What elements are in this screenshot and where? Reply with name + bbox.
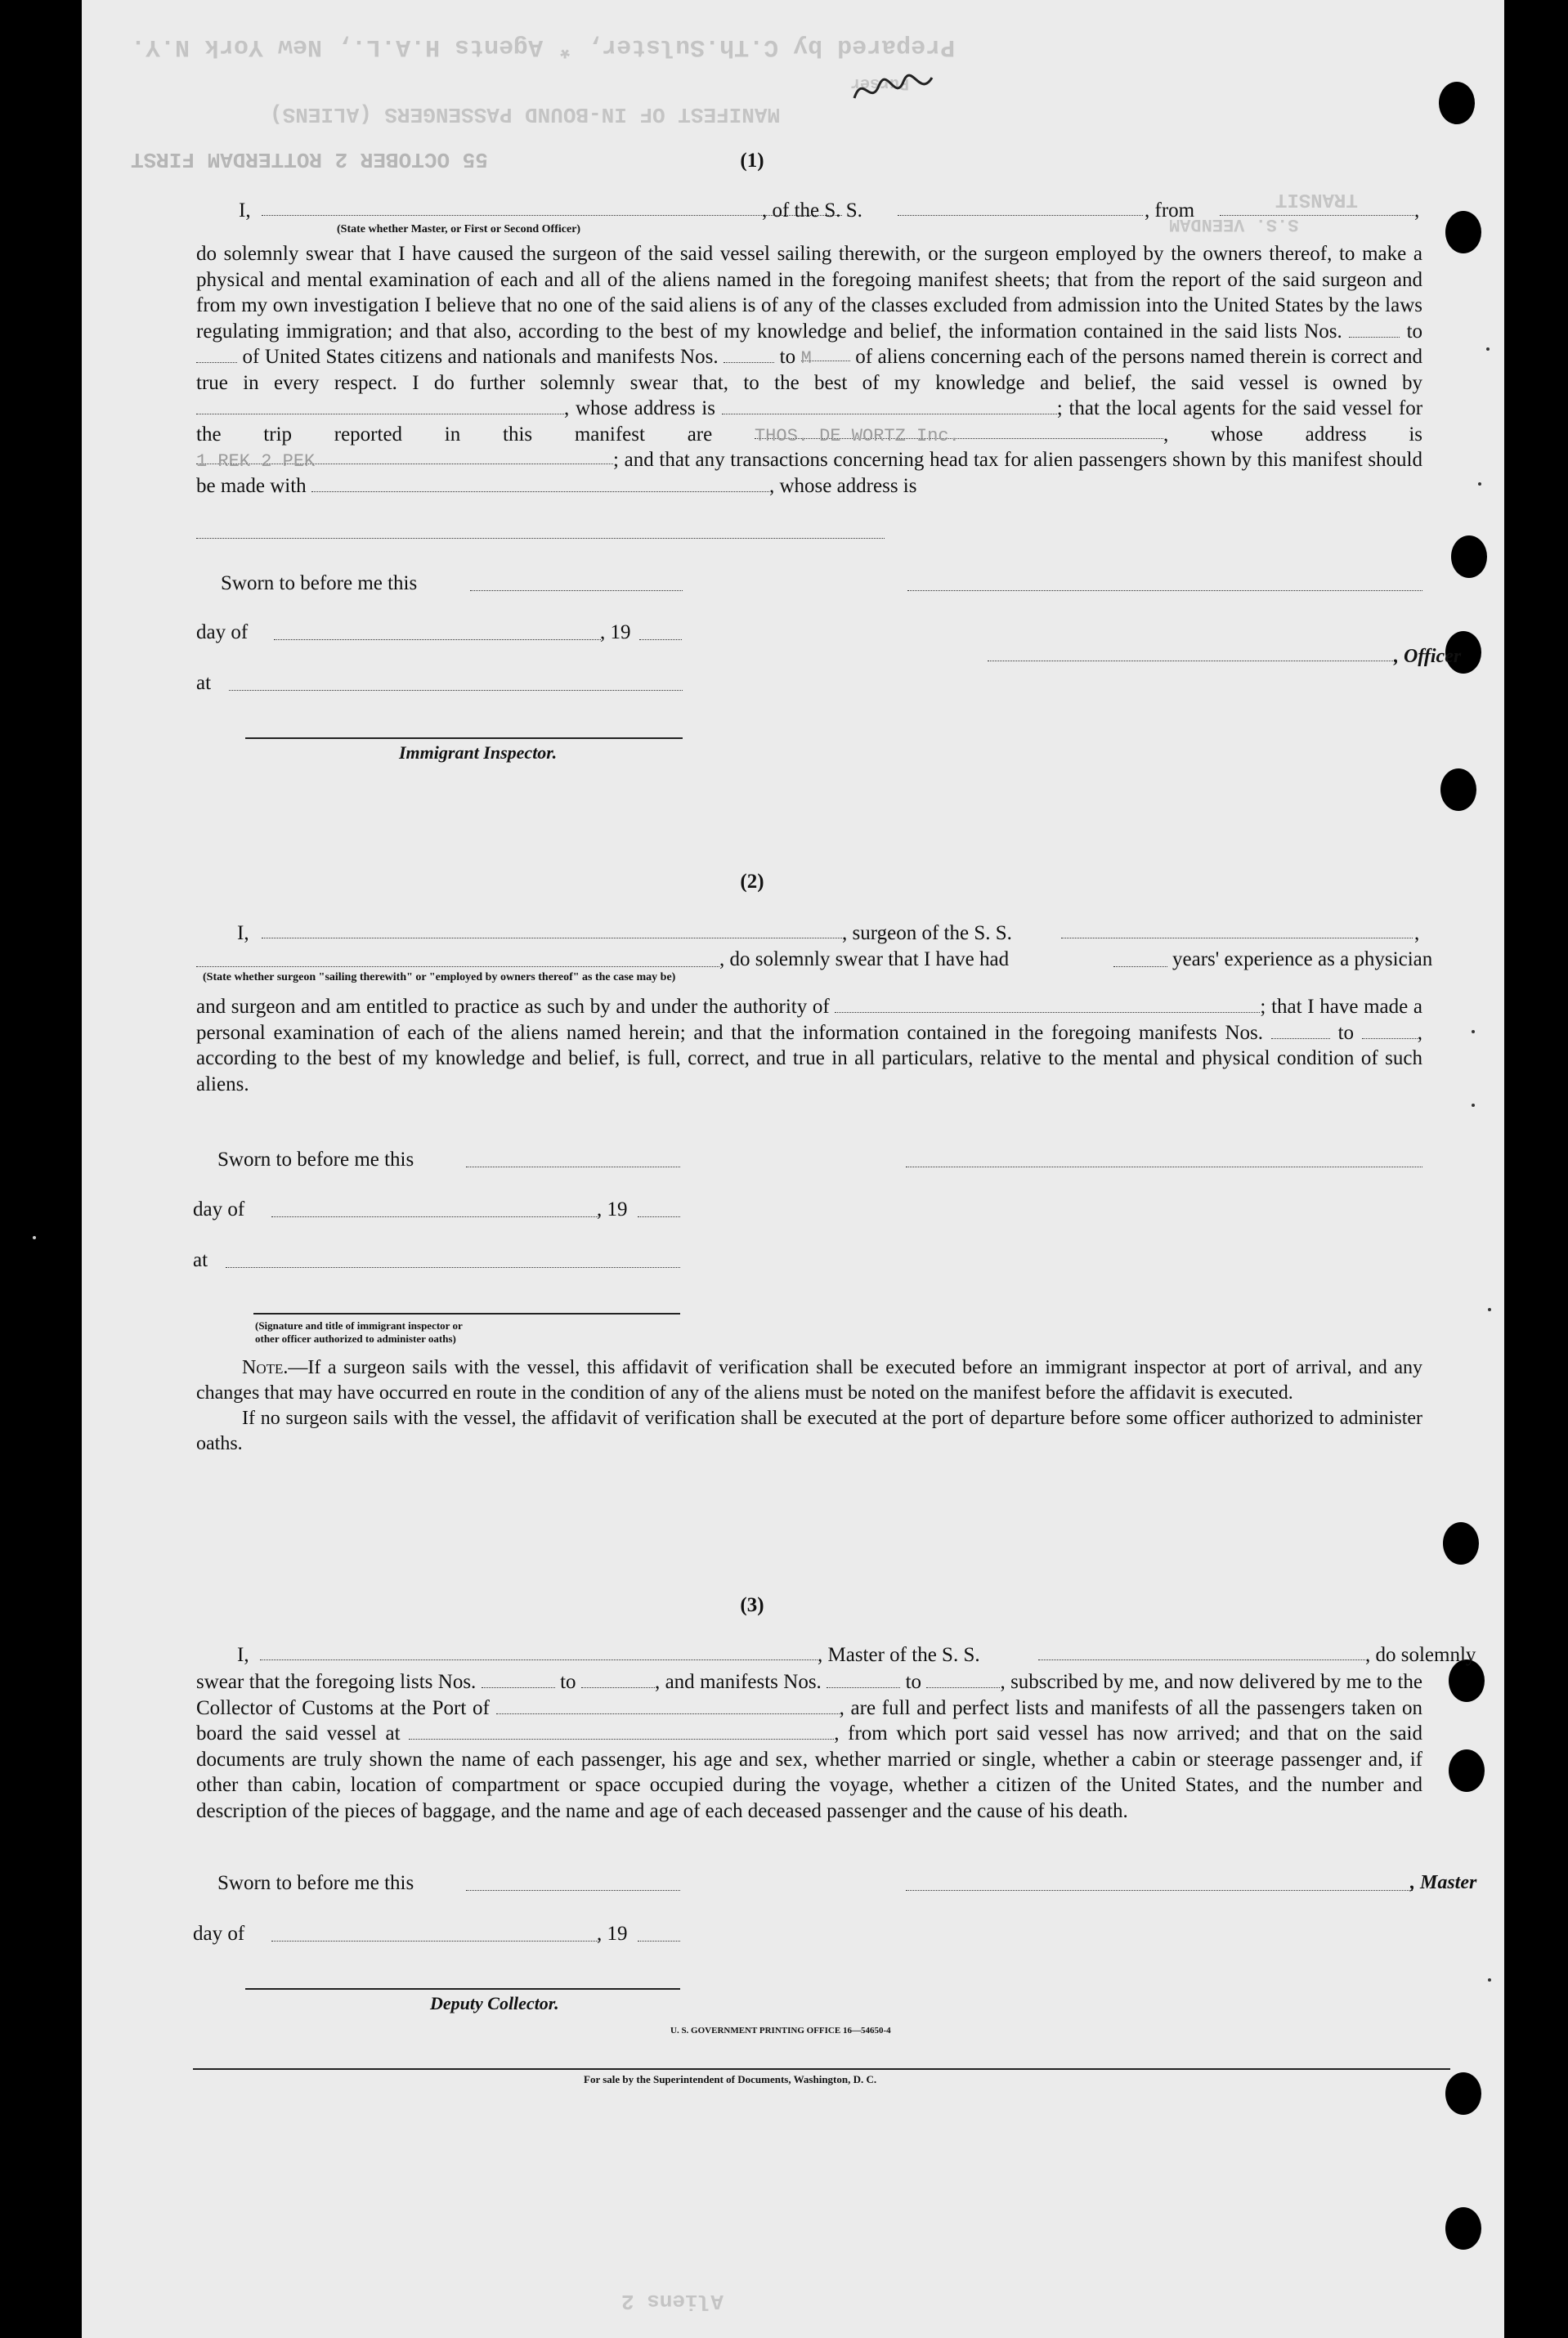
binder-hole: [1443, 1522, 1479, 1565]
speck: [1488, 1308, 1491, 1311]
s1-at-field[interactable]: [229, 690, 683, 691]
speck: [1488, 1978, 1491, 1982]
s3-deputy-line: [245, 1988, 680, 1990]
footer-rule: [193, 2068, 1450, 2070]
section-1-number: (1): [740, 150, 764, 172]
s1-to2: to: [779, 346, 796, 368]
speck: [1472, 1104, 1475, 1107]
s2-note-head: Note.: [242, 1357, 289, 1378]
s1-manifests-from-field[interactable]: [724, 346, 774, 363]
s1-manifests-to-field[interactable]: [800, 344, 850, 369]
s1-hand-m: M: [800, 348, 812, 369]
s1-owner-address-field[interactable]: [722, 397, 1057, 414]
s3-sworn-field[interactable]: [466, 1890, 680, 1891]
s2-sworn-label: Sworn to before me this: [217, 1149, 414, 1171]
s3-body-b: , and manifests Nos.: [654, 1671, 822, 1693]
s2-semicolon: ;: [1260, 996, 1266, 1018]
binder-hole: [1445, 2207, 1481, 2250]
speck: [1472, 1030, 1475, 1033]
s1-body-f: ; and that any transactions concerning head tax for alien passengers shown by this manifest should be made with: [196, 449, 1422, 497]
s3-body: [196, 1669, 1422, 1824]
s1-hand-agents: THOS. DE WORTZ Inc.: [754, 425, 960, 446]
ghost-purser: Purser: [850, 74, 910, 92]
sale-notice: For sale by the Superintendent of Documents, Washington, D. C.: [584, 2073, 877, 2085]
s2-day-of-label: day of: [193, 1198, 245, 1221]
s1-headtax-address-field[interactable]: [196, 538, 885, 539]
s2-years-field[interactable]: [1113, 966, 1167, 967]
s3-master-sign-field[interactable]: [906, 1890, 1413, 1891]
s2-sig-label1: (Signature and title of immigrant inspector or: [255, 1319, 463, 1332]
s2-manifests-from-field[interactable]: [1271, 1022, 1330, 1039]
speck: [1478, 482, 1481, 486]
s1-officer-field[interactable]: [262, 215, 842, 216]
speck: [1486, 347, 1490, 351]
s1-sworn-label: Sworn to before me this: [221, 572, 418, 594]
s2-note2: If no surgeon sails with the vessel, the affidavit of verification shall be executed at the port of departure before some officer authorized to administer oaths.: [196, 1408, 1422, 1454]
speck: [33, 1236, 36, 1239]
s1-headtax-field[interactable]: [311, 475, 769, 492]
s3-body-a: swear that the foregoing lists Nos.: [196, 1671, 477, 1693]
s1-signature-field[interactable]: [907, 590, 1422, 591]
s3-manifests-to-field[interactable]: [926, 1671, 1000, 1688]
s1-vessel-field[interactable]: [898, 215, 1143, 216]
s3-body-d: , are full and perfect lists and manifests of all the passengers taken on board the said vessel at: [196, 1696, 1423, 1745]
binder-hole: [1440, 768, 1476, 811]
s1-nineteen: , 19: [600, 621, 631, 643]
s3-to2: to: [905, 1671, 922, 1693]
s2-at-label: at: [193, 1249, 208, 1271]
s3-body-e: , from which port said vessel has now arrived; and that on the said documents are truly shown the name of each passenger, his age and sex, whether married or single, whether a cabin or steerage passenger and, if other than cabin, location of compartment or space occupied during the voyage, whether a citizen of the United States, and the number and description of the pieces of baggage, and the name and age of each deceased passenger and the cause of his death.: [196, 1722, 1422, 1822]
s2-body-a: and surgeon and am entitled to practice as such by and under the authority of: [196, 996, 830, 1018]
s2-to: to: [1337, 1021, 1355, 1044]
s1-line1-end: ,: [1414, 199, 1420, 222]
s2-sig-label2: other officer authorized to administer oaths): [255, 1332, 456, 1345]
ghost-header-line3: 55 OCTOBER 2 ROTTERDAM FIRST: [131, 147, 488, 172]
s3-boarded-at-field[interactable]: [409, 1722, 834, 1740]
s2-note: [196, 1355, 1422, 1457]
s1-owner-field[interactable]: [196, 397, 564, 414]
s2-surgeon-label: , surgeon of the S. S.: [842, 922, 1012, 944]
s2-body: [196, 994, 1422, 1097]
s1-day-field[interactable]: [274, 639, 601, 640]
s3-year-field[interactable]: [638, 1941, 680, 1942]
s3-lists-to-field[interactable]: [581, 1671, 655, 1688]
s1-body-b: of United States citizens and nationals and manifests Nos.: [242, 346, 719, 368]
s3-sworn-label: Sworn to before me this: [217, 1872, 414, 1894]
s1-year-field[interactable]: [639, 639, 682, 640]
s3-to1: to: [560, 1671, 576, 1693]
s2-nineteen: , 19: [597, 1198, 628, 1221]
purser-signature: [850, 65, 940, 114]
binder-hole: [1445, 2072, 1481, 2115]
s1-day-of-label: day of: [196, 621, 249, 643]
s2-line2-end: years' experience as a physician: [1172, 948, 1433, 970]
s2-note1: —If a surgeon sails with the vessel, this affidavit of verification shall be executed before an immigrant inspector at port of arrival, and any changes that may have occurred en route in the condition of any of the aliens must be noted on the manifest before the affidavit is executed.: [196, 1357, 1422, 1404]
s2-line2-mid: , do solemnly swear that I have had: [719, 948, 1010, 970]
binder-hole: [1439, 82, 1475, 124]
section-2-number: (2): [740, 871, 764, 893]
s3-master-sign-label: , Master: [1410, 1872, 1477, 1893]
s1-comma: ,: [1163, 423, 1169, 446]
s1-of-ss-label: , of the S. S.: [762, 199, 862, 222]
s3-lists-from-field[interactable]: [482, 1671, 555, 1688]
ghost-header-line2: MANIFEST OF IN-BOUND PASSENGERS (ALIENS): [270, 102, 781, 127]
s2-authority-field[interactable]: [835, 996, 1260, 1013]
binder-hole: [1449, 1749, 1485, 1792]
s3-manifests-from-field[interactable]: [827, 1671, 900, 1688]
s1-body-d: that the local agents for the said vessel for the trip reported in this manifest are: [196, 397, 1423, 446]
manifest-back-page: [82, 0, 1504, 2338]
s1-at-label: at: [196, 672, 212, 694]
ghost-bottom-label: Aliens 2: [621, 2289, 724, 2313]
s2-body-b: that I have made a personal examination of each of the aliens named herein; and that the information contained in the foregoing manifests Nos.: [196, 996, 1423, 1044]
s1-body-c: of aliens concerning each of the persons named therein is correct and true in every respect. I do further solemnly swear that, to the best of my knowledge and belief, the said vessel is owned by: [196, 346, 1423, 394]
s3-port-field[interactable]: [496, 1697, 840, 1714]
s1-hand-addr: 1 REK 2 PEK: [196, 451, 316, 472]
s1-inspector-line: [245, 737, 683, 739]
gpo-imprint: U. S. GOVERNMENT PRINTING OFFICE 16—54650-4: [670, 2026, 891, 2036]
s1-from-field[interactable]: [1220, 215, 1414, 216]
s3-i-label: I,: [237, 1644, 249, 1666]
s3-master-label: , Master of the S. S.: [818, 1644, 980, 1666]
ghost-ship: S.S. VEENDAM: [1169, 214, 1299, 235]
s3-day-of-label: day of: [193, 1923, 245, 1945]
s2-year-field[interactable]: [638, 1216, 680, 1217]
s1-lists-to-field[interactable]: [196, 346, 237, 363]
s1-sworn-field[interactable]: [470, 590, 683, 591]
s1-officer-label: , Officer: [1394, 646, 1462, 667]
s1-inspector-label: Immigrant Inspector.: [399, 742, 558, 763]
s2-manifests-to-field[interactable]: [1362, 1022, 1418, 1039]
s1-body-g: , whose address is: [768, 474, 917, 497]
s2-sailing-field[interactable]: [196, 966, 719, 967]
s1-whose-address: , whose address is: [564, 397, 715, 419]
ghost-transit: TRANSIT: [1275, 188, 1358, 210]
s3-body-c: , subscribed by me, and now delivered by me to the Collector of Customs at the Port of: [196, 1671, 1422, 1719]
s1-from-label: , from: [1145, 199, 1195, 222]
s3-nineteen: , 19: [597, 1923, 628, 1945]
s2-i-label: I,: [237, 922, 249, 944]
binder-hole: [1445, 211, 1481, 253]
binder-hole: [1451, 535, 1487, 578]
s1-body: [196, 241, 1422, 499]
s3-vessel-field[interactable]: [1038, 1659, 1365, 1660]
s3-day-field[interactable]: [271, 1941, 598, 1942]
s2-inspector-line: [253, 1313, 680, 1315]
s1-sublabel: (State whether Master, or First or Second Officer): [337, 223, 581, 235]
ghost-header-line1: Prepared by C.Th.Sulster, * Agents H.A.L., New York N.Y.: [131, 33, 956, 60]
s1-agents-field[interactable]: [754, 422, 1163, 446]
s2-day-field[interactable]: [271, 1216, 598, 1217]
s1-body-e: whose address is: [1210, 423, 1422, 446]
s1-agents-address-field[interactable]: [196, 447, 613, 472]
s1-i-label: I,: [239, 199, 251, 222]
section-3-number: (3): [740, 1594, 764, 1616]
s1-to1: to: [1406, 320, 1423, 343]
s1-body-a: do solemnly swear that I have caused the surgeon of the said vessel sailing therewith, or the surgeon employed by the owners thereof, to make a physical and mental examination of each and all of the aliens named in the foregoing manifest sheets; that from the report of the said surgeon and from my own investigation I believe that no one of the said aliens is of any of the classes excluded from admission into the United States by the laws regulating immigration; and that also, according to the best of my knowledge and belief, the information contained in the said lists Nos.: [196, 243, 1422, 343]
s3-master-field[interactable]: [260, 1659, 818, 1660]
s2-at-field[interactable]: [226, 1267, 680, 1268]
s3-line1-end: , do solemnly: [1365, 1644, 1476, 1666]
s2-body-c: , according to the best of my knowledge and belief, is full, correct, and true in all particulars, relative to the mental and physical condition of such aliens.: [196, 1021, 1423, 1095]
s1-lists-from-field[interactable]: [1349, 320, 1400, 338]
s3-deputy-label: Deputy Collector.: [430, 1993, 559, 2013]
s2-sublabel: (State whether surgeon "sailing therewith" or "employed by owners thereof" as the case may be): [203, 971, 676, 983]
s1-semicolon: ;: [1056, 397, 1063, 419]
s2-line1-end: ,: [1414, 922, 1420, 944]
